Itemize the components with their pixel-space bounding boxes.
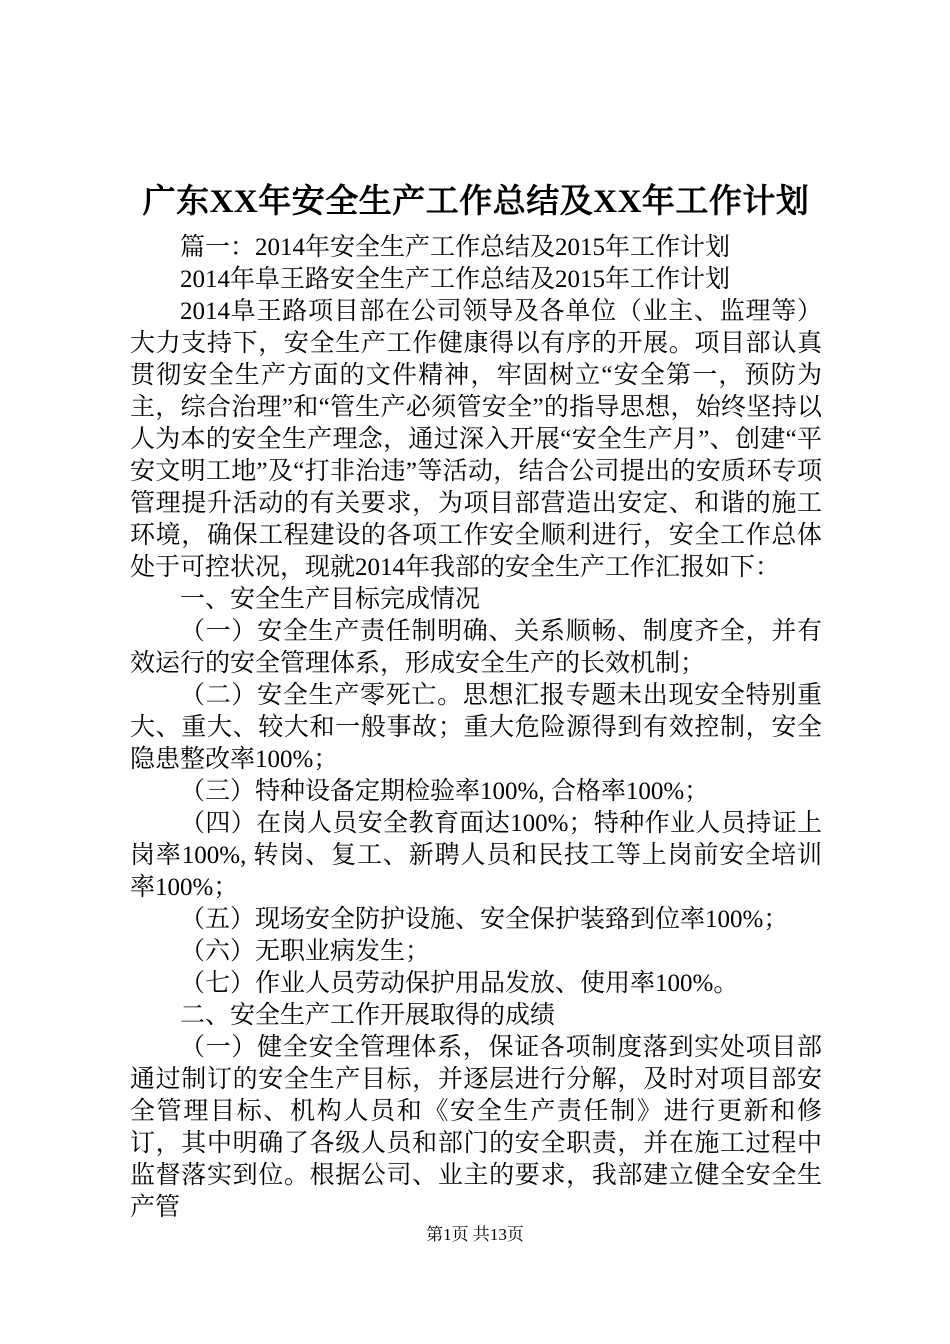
paragraph: （七）作业人员劳动保护用品发放、使用率100%。: [180, 970, 739, 997]
page-number-text: 第1页 共13页: [426, 1225, 524, 1244]
paragraph: 2014阜王路项目部在公司领导及各单位（业主、监理等）大力支持下，安全生产工作健康得以有序的开展。项目部认真贯彻安全生产方面的文件精神，牢固树立“安全第一，预防为主，综合治理”和“管生产必须管安全”的指导思想，始终坚持以人为本的安全生产理念，通过深入开展“安全生产月”、创建“平安文明工地”及“打非治违”等活动，结合公司提出的安质环专项管理提升活动的有关要求，为项目部营造出安定、和谐的施工环境，确保工程建设的各项工作安全顺利进行，安全工作总体处于可控状况，现就2014年我部的安全生产工作汇报如下：: [130, 298, 822, 581]
paragraph: 二、安全生产工作开展取得的成绩: [180, 1002, 556, 1029]
paragraph: （二）安全生产零死亡。思想汇报专题未出现安全特别重大、重大、较大和一般事故；重大危险源得到有效控制，安全隐患整改率100%；: [130, 682, 822, 773]
document-title: 广东XX年安全生产工作总结及XX年工作计划: [142, 184, 810, 220]
paragraph: （一）健全安全管理体系，保证各项制度落到实处项目部通过制订的安全生产目标，并逐层进行分解，及时对项目部安全管理目标、机构人员和《安全生产责任制》进行更新和修订，其中明确了各级人员和部门的安全职责，并在施工过程中监督落实到位。根据公司、业主的要求，我部建立健全安全生产管: [130, 1034, 822, 1221]
paragraph: （一）安全生产责任制明确、关系顺畅、制度齐全，并有效运行的安全管理体系，形成安全生产的长效机制；: [130, 618, 822, 677]
page-footer: [0, 1224, 950, 1246]
paragraph: 2014年阜王路安全生产工作总结及2015年工作计划: [180, 266, 731, 293]
paragraph: （四）在岗人员安全教育面达100%；特种作业人员持证上岗率100%, 转岗、复工、新聘人员和民技工等上岗前安全培训率100%；: [130, 810, 822, 901]
paragraph: （三）特种设备定期检验率100%, 合格率100%；: [180, 778, 710, 805]
paragraph: （六）无职业病发生；: [180, 938, 431, 965]
paragraph: 一、安全生产目标完成情况: [180, 586, 481, 613]
paragraph: 篇一：2014年安全生产工作总结及2015年工作计划: [180, 234, 731, 261]
paragraph: （五）现场安全防护设施、安全保护装臵到位率100%；: [180, 906, 789, 933]
